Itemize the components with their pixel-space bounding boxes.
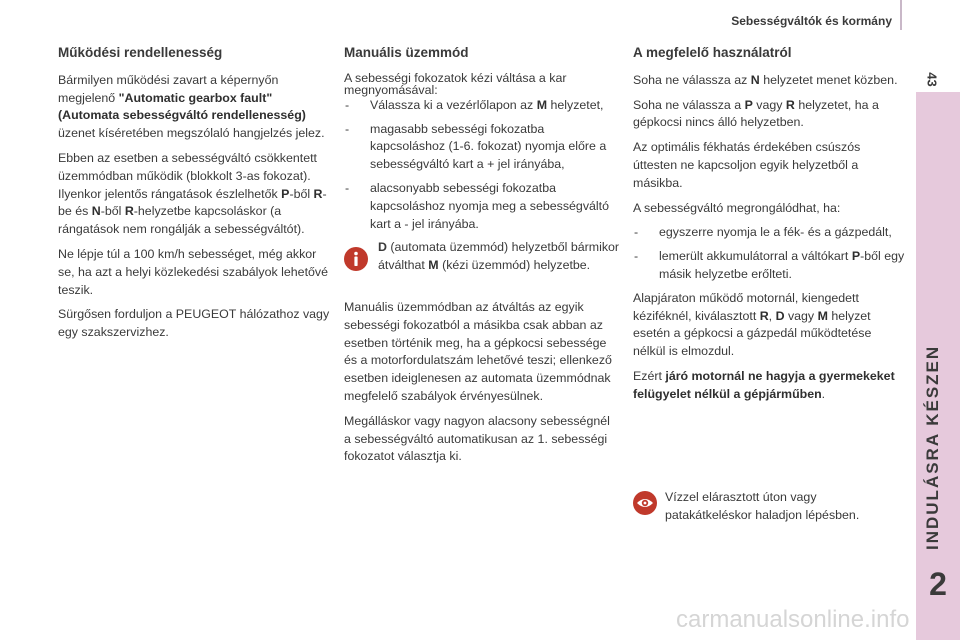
text: vagy	[784, 308, 818, 323]
column-manual-mode	[344, 44, 620, 473]
list-item: - egyszerre nyomja le a fék- és a gázpedált,	[633, 224, 905, 242]
paragraph	[633, 290, 905, 361]
text: Válassza ki a vezérlőlapon az	[370, 97, 537, 112]
info-icon	[344, 247, 368, 271]
bold-text: "Automatic gearbox fault" (Automata sebességváltó rendellenesség)	[58, 90, 306, 123]
text: helyzetet menet közben.	[759, 72, 898, 87]
bold-text: R	[785, 97, 795, 112]
paragraph: Sürgősen forduljon a PEUGEOT hálózathoz vagy egy szakszervizhez.	[58, 307, 330, 340]
text: lemerült akkumulátorral a váltókart	[659, 249, 852, 264]
bold-text: R	[124, 204, 134, 219]
note-text: Vízzel elárasztott úton vagy patakátkeléskor haladjon lépésben.	[665, 490, 860, 522]
paragraph: Az optimális fékhatás érdekében csúszós úttesten ne kapcsoljon egyik helyzetből a másikba.	[633, 140, 861, 190]
bold-text: M	[817, 308, 828, 323]
bold-text: járó motornál ne hagyja a gyermekeket felügyelet nélkül a gépjárműben	[633, 368, 895, 401]
page-header-title: Sebességváltók és kormány	[731, 14, 892, 28]
page-number: 43	[924, 72, 940, 87]
paragraph: Manuális üzemmódban az átváltás az egyik sebességi fokozatból a másikba csak abban az esetben történik meg, ha a gépkocsi sebessége és a motorfordulatszám lehetővé teszi; ellenkező esetben ideiglenesen az automata üzemmódnak megfelelő szabályok érvényesülnek.	[344, 299, 612, 403]
header-divider	[900, 0, 902, 30]
text: helyzetet,	[547, 97, 604, 112]
text: -be és	[58, 186, 327, 219]
info-notice	[344, 239, 620, 275]
eye-notice	[633, 489, 905, 525]
list-item	[344, 97, 620, 115]
text: Soha ne válassza a	[633, 97, 745, 112]
text: Ezért	[633, 368, 666, 383]
paragraph	[633, 368, 905, 404]
text: Ebben az esetben a sebességváltó csökkentett üzemmódban működik (blokkolt 3-as fokozat). Ilyenkor jelentős rángatások észlelhetők	[58, 150, 317, 201]
chapter-label: INDULÁSRA KÉSZEN	[923, 344, 942, 550]
text: Soha ne válassza az	[633, 72, 751, 87]
text: -ből	[100, 204, 125, 219]
text: üzenet kíséretében megszólaló hangjelzés jelez.	[58, 126, 325, 141]
section-heading-proper-use: A megfelelő használatról	[633, 45, 792, 60]
text: ,	[768, 308, 776, 323]
text: -helyzetbe kapcsoláskor (a rángatások nem rongálják a sebességváltót).	[58, 204, 305, 237]
list-item: - alacsonyabb sebességi fokozatba kapcsoláshoz nyomja meg a sebességváltó kart a - jel irányába.	[344, 180, 620, 233]
bold-text: R	[759, 308, 769, 323]
chapter-number: 2	[929, 566, 947, 602]
paragraph	[633, 72, 905, 90]
list-item: - magasabb sebességi fokozatba kapcsoláshoz (1-6. fokozat) nyomja előre a sebességváltó kart a + jel irányába,	[344, 121, 620, 174]
list-item	[633, 248, 905, 284]
bold-text: N	[750, 72, 760, 87]
section-heading-malfunction: Működési rendellenesség	[58, 45, 223, 60]
text: (automata üzemmód) helyzetből bármikor átválthat	[378, 240, 620, 273]
section-heading-manual-mode: Manuális üzemmód	[344, 45, 469, 60]
dash-list	[344, 97, 620, 234]
paragraph: A sebességváltó megrongálódhat, ha:	[633, 200, 841, 215]
eye-icon	[633, 491, 657, 515]
bold-text: M	[536, 97, 548, 112]
bold-text: D	[775, 308, 785, 323]
paragraph	[633, 97, 905, 133]
paragraph: A sebességi fokozatok kézi váltása a kar megnyomásával:	[344, 70, 567, 98]
text: Alapjáraton működő motornál, kiengedett kéziféknél, kiválasztott	[633, 290, 859, 323]
paragraph	[58, 72, 330, 143]
text: vagy	[752, 97, 786, 112]
bold-text: N	[91, 204, 101, 219]
column-proper-use	[633, 44, 905, 411]
text: helyzetet, ha a gépkocsi nincs álló helyzetben.	[633, 97, 879, 130]
paragraph: Megálláskor vagy nagyon alacsony sebességnél a sebességváltó automatikusan az 1. sebességi fokozatot választja ki.	[344, 413, 610, 464]
paragraph	[58, 150, 330, 239]
paragraph: Ne lépje túl a 100 km/h sebességet, még akkor se, ha azt a helyi közlekedési szabályok lehetővé teszik.	[58, 246, 328, 297]
text: Bármilyen működési zavart a képernyőn megjelenő	[58, 72, 279, 105]
bold-text: D	[378, 240, 387, 255]
bold-text: R	[313, 186, 323, 201]
bold-text: P	[851, 249, 861, 264]
text: .	[821, 386, 826, 401]
text: -ből egy másik helyzetbe erőlteti.	[659, 249, 905, 281]
text: -ből	[289, 186, 314, 201]
dash-list	[633, 224, 905, 283]
bold-text: P	[281, 186, 290, 201]
bold-text: P	[744, 97, 753, 112]
text: helyzet esetén a gépkocsi a gázpedál működtetése nélkül is elmozdul.	[633, 308, 872, 359]
watermark: carmanualsonline.info	[676, 606, 910, 633]
column-malfunction	[58, 44, 330, 349]
text: (kézi üzemmód) helyzetbe.	[438, 258, 591, 273]
bold-text: M	[428, 258, 439, 273]
